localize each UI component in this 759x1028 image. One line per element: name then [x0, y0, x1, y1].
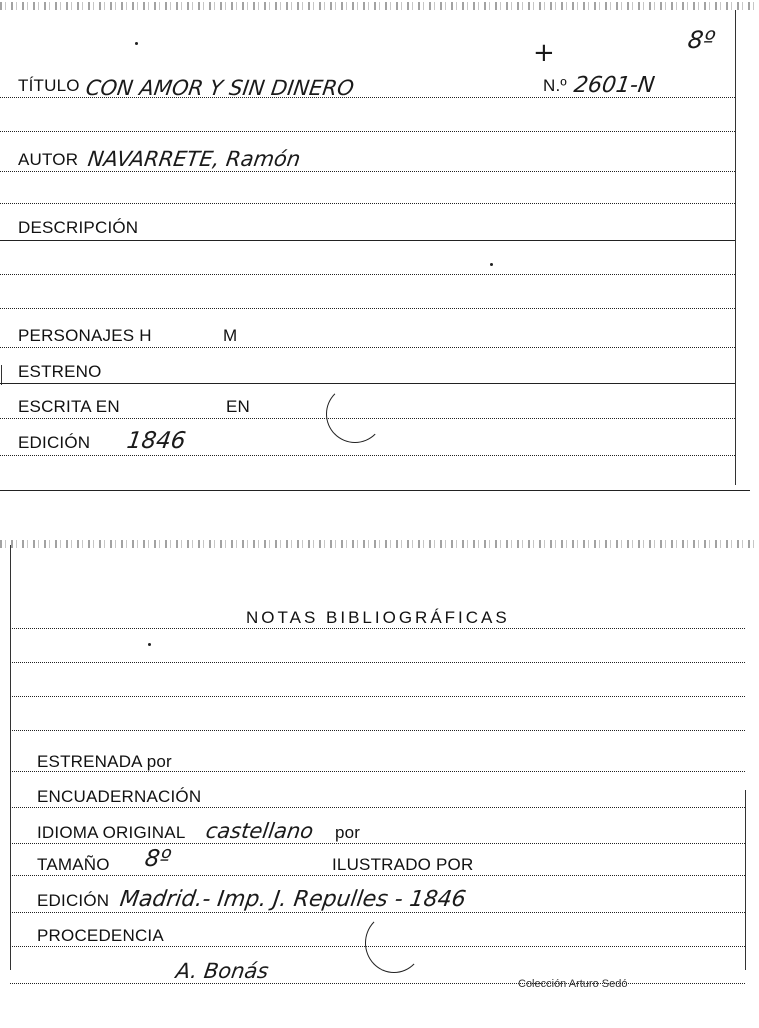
encuadernacion-label: ENCUADERNACIÓN	[37, 787, 202, 806]
edicion-label: EDICIÓN	[18, 433, 91, 452]
blank-line	[10, 730, 745, 731]
card-bottom-edge	[0, 490, 750, 491]
procedencia-label: PROCEDENCIA	[37, 926, 164, 945]
edicion-line	[0, 455, 735, 456]
blank-line	[0, 308, 735, 309]
card-right-edge	[745, 790, 746, 970]
edicion-label: EDICIÓN	[37, 891, 110, 910]
ink-speck	[148, 643, 151, 646]
idioma-value: castellano	[204, 819, 315, 843]
procedencia-value: A. Bonás	[174, 959, 271, 983]
titulo-label: TÍTULO	[18, 76, 80, 95]
numero-label: N.º	[543, 76, 567, 95]
notas-heading: NOTAS BIBLIOGRÁFICAS	[246, 608, 510, 627]
edicion-value: Madrid.- Imp. J. Repulles - 1846	[118, 887, 468, 912]
idioma-line	[10, 843, 745, 844]
blank-line	[0, 203, 735, 204]
ilustrado-label: ILUSTRADO POR	[332, 855, 474, 874]
descripcion-label: DESCRIPCIÓN	[18, 218, 139, 237]
card-left-edge	[1, 365, 2, 385]
personajes-m-label: M	[223, 326, 238, 345]
cross-mark: +	[533, 38, 555, 68]
escrita-en-label: ESCRITA EN	[18, 397, 120, 416]
idioma-label: IDIOMA ORIGINAL	[37, 823, 186, 842]
blank-line	[0, 274, 735, 275]
blank-line	[10, 662, 745, 663]
descripcion-line	[0, 240, 735, 241]
escrita-en-second-label: EN	[226, 397, 251, 416]
card-right-edge	[735, 10, 736, 485]
catalog-card-main	[0, 0, 759, 492]
personajes-line	[0, 347, 735, 348]
scan-edge-noise	[0, 2, 759, 10]
notas-line	[10, 628, 745, 629]
autor-value: NAVARRETE, Ramón	[86, 147, 302, 171]
blank-line	[10, 696, 745, 697]
titulo-line	[0, 97, 735, 98]
autor-line	[0, 171, 735, 172]
scan-edge-noise	[0, 540, 759, 548]
punch-hole	[326, 385, 384, 443]
estrenada-line	[10, 771, 745, 772]
format-corner-mark: 8º	[686, 26, 717, 54]
tamano-label: TAMAÑO	[37, 855, 110, 874]
encuadernacion-line	[10, 807, 745, 808]
numero-value: 2601-N	[572, 73, 657, 98]
ink-speck	[135, 42, 138, 45]
estreno-line	[0, 383, 735, 384]
punch-hole	[365, 913, 423, 973]
card-left-edge	[10, 545, 11, 970]
titulo-value: CON AMOR Y SIN DINERO	[84, 76, 356, 100]
catalog-card-notes	[0, 535, 759, 1028]
estrenada-label: ESTRENADA por	[37, 752, 172, 771]
coleccion-stamp: Colección Arturo Sedó	[518, 978, 628, 990]
blank-line	[0, 131, 735, 132]
idioma-por-label: por	[335, 823, 361, 842]
autor-label: AUTOR	[18, 150, 79, 169]
edicion-line	[10, 912, 745, 913]
edicion-value: 1846	[125, 428, 188, 454]
tamano-line	[10, 875, 745, 876]
estreno-label: ESTRENO	[18, 362, 102, 381]
personajes-h-label: PERSONAJES H	[18, 326, 152, 345]
bottom-line	[10, 983, 745, 984]
ink-speck	[490, 263, 493, 266]
tamano-value: 8º	[143, 846, 173, 872]
